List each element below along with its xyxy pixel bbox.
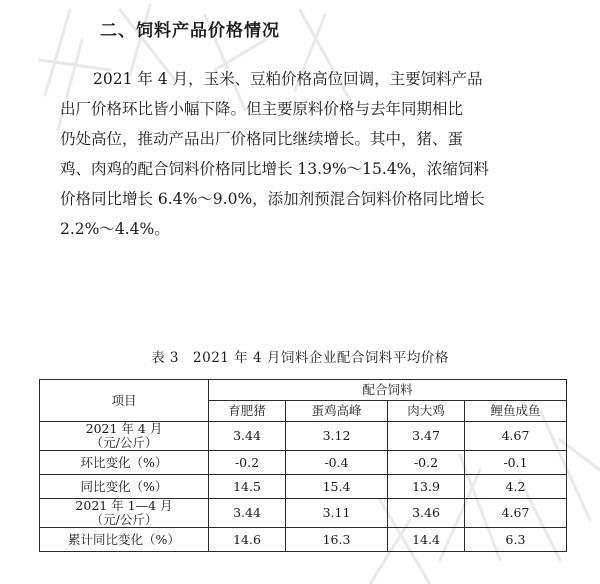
value-cell: 4.2 (464, 475, 566, 499)
row-label-cell: 环比变化（%） (40, 451, 209, 475)
table-row (40, 475, 567, 499)
row-label-unit: （元/公斤） (90, 512, 158, 527)
feed-price-table (39, 379, 567, 552)
value-cell: 4.67 (464, 422, 566, 451)
column-header: 育肥猪 (209, 401, 286, 422)
value-cell: -0.2 (387, 451, 464, 475)
row-label: 2021 年 4 月 (85, 421, 163, 436)
value-cell: 3.46 (387, 499, 464, 528)
row-label: 2021 年 1—4 月 (75, 498, 173, 513)
value-cell: 4.67 (464, 499, 566, 528)
value-cell: 3.44 (209, 422, 286, 451)
table-row (40, 528, 567, 552)
paragraph-line: 出厂价格环比皆小幅下降。但主要原料价格与去年同期相比 (60, 100, 464, 118)
value-cell: 14.4 (387, 528, 464, 552)
value-cell: -0.1 (464, 451, 566, 475)
row-label-cell: 累计同比变化（%） (40, 528, 209, 552)
table-caption: 表 3 2021 年 4 月饲料企业配合饲料平均价格 (151, 350, 449, 366)
value-cell: 3.11 (286, 499, 388, 528)
value-cell: 15.4 (286, 475, 388, 499)
paragraph-line: 仍处高位，推动产品出厂价格同比继续增长。其中，猪、蛋 (60, 130, 464, 148)
row-label-cell (40, 422, 209, 451)
table-header-row (40, 380, 567, 401)
value-cell: -0.4 (286, 451, 388, 475)
value-cell: 16.3 (286, 528, 388, 552)
value-cell: 3.44 (209, 499, 286, 528)
column-header: 鲤鱼成鱼 (464, 401, 566, 422)
value-cell: 14.6 (209, 528, 286, 552)
value-cell: 3.12 (286, 422, 388, 451)
header-item-cell: 项目 (40, 380, 209, 422)
body-paragraph (60, 64, 540, 244)
value-cell: -0.2 (209, 451, 286, 475)
row-label-unit: （元/公斤） (90, 435, 158, 450)
paragraph-line: 2021 年 4 月，玉米、豆粕价格高位回调，主要饲料产品 (93, 70, 483, 88)
column-header: 肉大鸡 (387, 401, 464, 422)
table-row (40, 422, 567, 451)
value-cell: 14.5 (209, 475, 286, 499)
column-header: 蛋鸡高峰 (286, 401, 388, 422)
paragraph-line: 鸡、肉鸡的配合饲料价格同比增长 13.9%～15.4%，浓缩饲料 (60, 160, 489, 178)
value-cell: 13.9 (387, 475, 464, 499)
row-label-cell (40, 499, 209, 528)
value-cell: 6.3 (464, 528, 566, 552)
paragraph-line: 价格同比增长 6.4%～9.0%，添加剂预混合饲料价格同比增长 (60, 190, 485, 208)
paragraph-line: 2.2%～4.4%。 (60, 220, 170, 238)
header-group-cell: 配合饲料 (209, 380, 567, 401)
table-row (40, 499, 567, 528)
value-cell: 3.47 (387, 422, 464, 451)
table-row (40, 451, 567, 475)
row-label-cell: 同比变化（%） (40, 475, 209, 499)
section-heading: 二、饲料产品价格情况 (100, 21, 280, 41)
